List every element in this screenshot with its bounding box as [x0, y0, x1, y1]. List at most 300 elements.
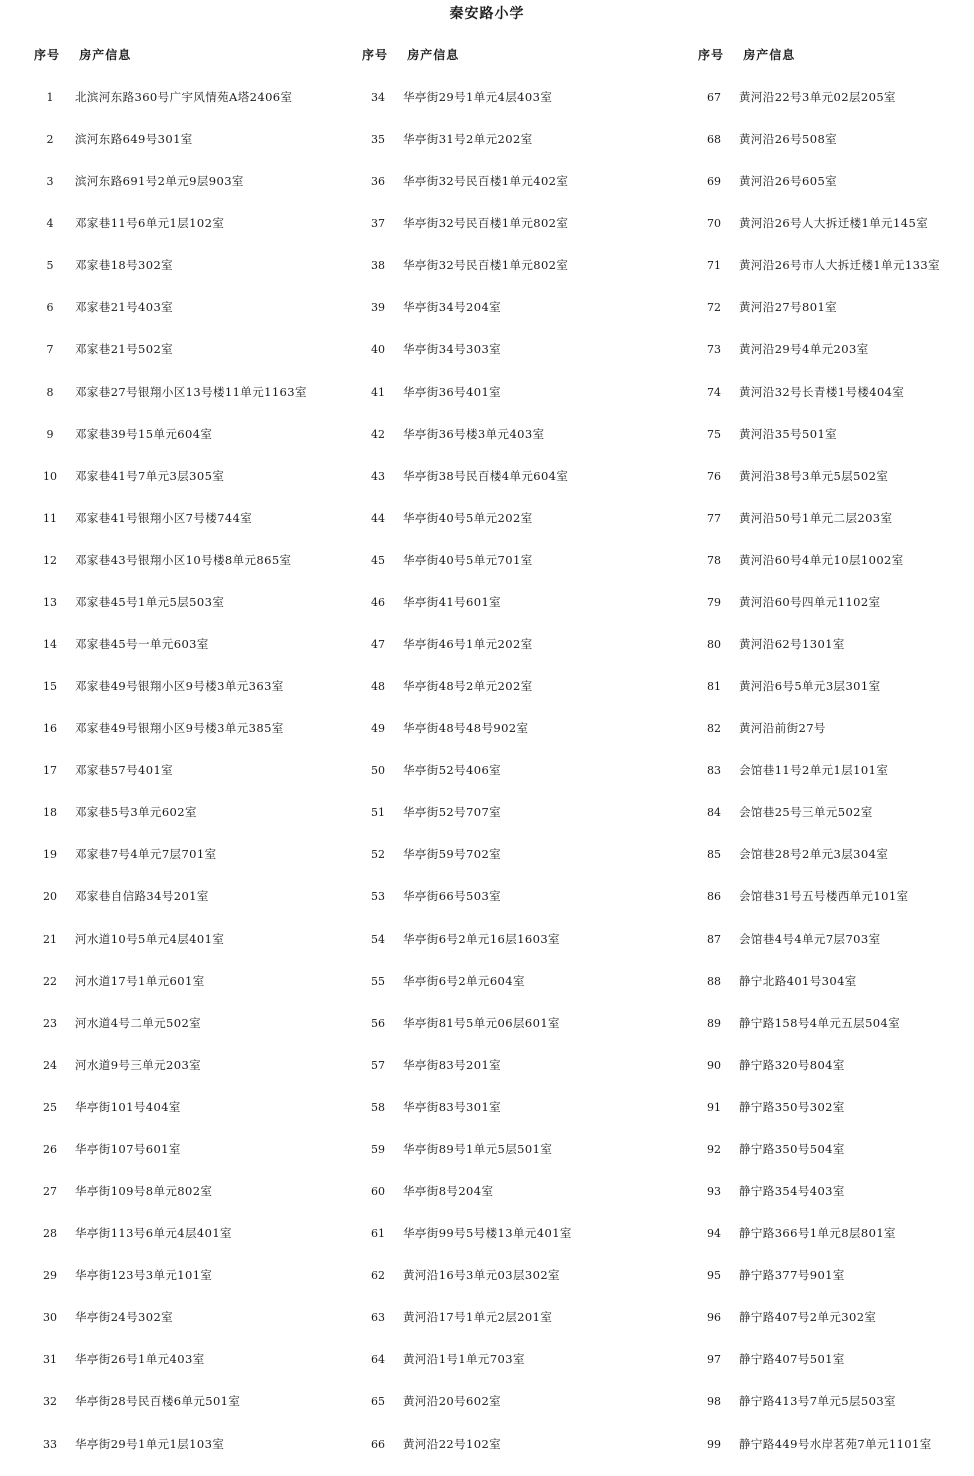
serial-number: 59: [371, 1142, 385, 1156]
list-row: [362, 550, 572, 592]
property-address: 邓家巷39号15单元604室: [75, 426, 213, 441]
property-address: 河水道10号5单元4层401室: [75, 931, 225, 946]
list-row: [698, 929, 940, 971]
list-row: [698, 1139, 940, 1181]
property-address: 华亭街123号3单元101室: [75, 1268, 213, 1283]
list-row: [34, 971, 307, 1013]
property-address: 静宁路407号2单元302室: [739, 1310, 877, 1325]
list-row: [698, 297, 940, 339]
column-header: [34, 45, 131, 65]
list-row: [698, 1349, 940, 1391]
list-row: [362, 87, 572, 129]
list-row: [698, 1097, 940, 1139]
serial-number: 68: [707, 133, 721, 147]
serial-number: 70: [707, 217, 721, 231]
list-row: [362, 760, 572, 802]
serial-number: 30: [43, 1311, 57, 1325]
list-row: [34, 929, 307, 971]
serial-number: 96: [707, 1311, 721, 1325]
serial-number: 22: [43, 974, 57, 988]
property-address: 华亭街36号楼3单元403室: [403, 426, 545, 441]
serial-number: 4: [46, 217, 54, 231]
serial-number: 85: [707, 848, 721, 862]
property-address: 滨河东路649号301室: [75, 132, 193, 147]
list-row: [34, 802, 307, 844]
list-row: [34, 1434, 307, 1476]
serial-number: 31: [43, 1353, 57, 1367]
serial-number: 24: [43, 1058, 57, 1072]
property-address: 华亭街36号401室: [403, 384, 502, 399]
list-row: [362, 676, 572, 718]
list-row: [34, 339, 307, 381]
property-address: 河水道17号1单元601室: [75, 973, 205, 988]
property-address: 华亭街89号1单元5层501室: [403, 1141, 553, 1156]
property-address: 静宁路350号504室: [739, 1141, 845, 1156]
serial-number: 61: [371, 1227, 385, 1241]
property-address: 华亭街24号302室: [75, 1310, 174, 1325]
serial-number: 53: [371, 890, 385, 904]
serial-number: 20: [43, 890, 57, 904]
property-address: 黄河沿1号1单元703室: [403, 1352, 525, 1367]
list-row: [698, 1013, 940, 1055]
property-address: 黄河沿62号1301室: [739, 637, 845, 652]
serial-number: 1: [46, 91, 54, 104]
serial-number: 62: [371, 1269, 385, 1283]
list-row: [362, 1097, 572, 1139]
serial-number: 95: [707, 1269, 721, 1283]
list-row: [34, 87, 307, 129]
list-row: [362, 634, 572, 676]
property-address: 邓家巷21号403室: [75, 300, 174, 315]
serial-number: 87: [707, 932, 721, 946]
serial-number: 35: [371, 133, 385, 147]
property-address: 华亭街40号5单元701室: [403, 552, 533, 567]
serial-number: 66: [371, 1437, 385, 1451]
property-address: 邓家巷43号银翔小区10号楼8单元865室: [75, 552, 292, 567]
serial-number: 5: [46, 259, 54, 273]
list-row: [34, 1349, 307, 1391]
property-address: 黄河沿60号四单元1102室: [739, 594, 881, 609]
list-row: [698, 760, 940, 802]
property-address: 邓家巷45号1单元5层503室: [75, 594, 225, 609]
list-row: [362, 255, 572, 297]
serial-number: 81: [707, 680, 721, 694]
property-address: 华亭街107号601室: [75, 1141, 181, 1156]
property-address: 会馆巷11号2单元1层101室: [739, 763, 889, 778]
property-address: 华亭街6号2单元604室: [403, 973, 525, 988]
serial-number: 37: [371, 217, 385, 231]
property-address: 华亭街52号406室: [403, 763, 502, 778]
property-address: 黄河沿27号801室: [739, 300, 838, 315]
row-list: [34, 87, 307, 1476]
property-address: 邓家巷18号302室: [75, 258, 174, 273]
property-address: 黄河沿前街27号: [739, 721, 826, 736]
list-row: [362, 971, 572, 1013]
list-row: [34, 424, 307, 466]
header-property-info: 房产信息: [743, 48, 796, 62]
serial-number: 72: [707, 301, 721, 315]
list-row: [34, 171, 307, 213]
list-row: [362, 844, 572, 886]
list-row: [698, 1307, 940, 1349]
serial-number: 64: [371, 1353, 385, 1367]
list-row: [698, 718, 940, 760]
serial-number: 67: [707, 91, 721, 104]
property-address: 华亭街41号601室: [403, 594, 502, 609]
list-row: [698, 971, 940, 1013]
serial-number: 48: [371, 680, 385, 694]
serial-number: 99: [707, 1437, 721, 1451]
property-address: 黄河沿16号3单元03层302室: [403, 1268, 560, 1283]
list-row: [362, 508, 572, 550]
serial-number: 88: [707, 974, 721, 988]
serial-number: 51: [371, 806, 385, 820]
property-address: 邓家巷7号4单元7层701室: [75, 847, 217, 862]
property-address: 静宁路413号7单元5层503室: [739, 1394, 896, 1409]
list-row: [34, 129, 307, 171]
list-row: [698, 1055, 940, 1097]
property-address: 华亭街101号404室: [75, 1099, 181, 1114]
serial-number: 97: [707, 1353, 721, 1367]
property-address: 邓家巷49号银翔小区9号楼3单元363室: [75, 679, 284, 694]
serial-number: 36: [371, 175, 385, 189]
serial-number: 11: [43, 511, 57, 525]
property-address: 华亭街59号702室: [403, 847, 502, 862]
list-row: [698, 676, 940, 718]
header-property-info: 房产信息: [79, 48, 132, 62]
property-address: 邓家巷11号6单元1层102室: [75, 216, 225, 231]
column-header: [362, 45, 459, 65]
list-row: [34, 297, 307, 339]
serial-number: 50: [371, 764, 385, 778]
serial-number: 86: [707, 890, 721, 904]
list-row: [362, 382, 572, 424]
serial-number: 43: [371, 469, 385, 483]
property-address: 黄河沿22号3单元02层205室: [739, 90, 896, 104]
serial-number: 56: [371, 1016, 385, 1030]
serial-number: 94: [707, 1227, 721, 1241]
list-row: [698, 424, 940, 466]
property-address: 华亭街26号1单元403室: [75, 1352, 205, 1367]
list-row: [698, 255, 940, 297]
serial-number: 13: [43, 595, 57, 609]
property-address: 静宁北路401号304室: [739, 973, 857, 988]
property-address: 河水道4号二单元502室: [75, 1015, 202, 1030]
list-row: [362, 1265, 572, 1307]
list-row: [698, 1434, 940, 1476]
serial-number: 38: [371, 259, 385, 273]
serial-number: 76: [707, 469, 721, 483]
property-address: 邓家巷自信路34号201室: [75, 889, 209, 904]
serial-number: 79: [707, 595, 721, 609]
list-row: [698, 1265, 940, 1307]
serial-number: 91: [707, 1100, 721, 1114]
property-address: 华亭街113号6单元4层401室: [75, 1226, 232, 1241]
list-row: [34, 676, 307, 718]
serial-number: 8: [46, 385, 54, 399]
row-list: [698, 87, 940, 1476]
list-row: [362, 213, 572, 255]
list-row: [362, 1223, 572, 1265]
serial-number: 23: [43, 1016, 57, 1030]
serial-number: 15: [43, 680, 57, 694]
list-row: [698, 339, 940, 381]
serial-number: 34: [371, 91, 385, 104]
list-row: [362, 171, 572, 213]
property-address: 华亭街32号民百楼1单元802室: [403, 216, 569, 231]
property-address: 会馆巷31号五号楼西单元101室: [739, 889, 909, 904]
property-address: 黄河沿26号市人大拆迁楼1单元133室: [739, 258, 940, 273]
list-row: [698, 171, 940, 213]
list-row: [34, 718, 307, 760]
header-serial-number: 序号: [698, 48, 725, 62]
serial-number: 58: [371, 1100, 385, 1114]
property-address: 华亭街48号2单元202室: [403, 679, 533, 694]
serial-number: 26: [43, 1142, 57, 1156]
property-address: 邓家巷5号3单元602室: [75, 805, 197, 820]
property-address: 华亭街83号201室: [403, 1057, 502, 1072]
serial-number: 49: [371, 722, 385, 736]
serial-number: 27: [43, 1185, 57, 1199]
serial-number: 82: [707, 722, 721, 736]
property-address: 黄河沿17号1单元2层201室: [403, 1310, 553, 1325]
property-address: 华亭街40号5单元202室: [403, 510, 533, 525]
property-address: 华亭街28号民百楼6单元501室: [75, 1394, 241, 1409]
serial-number: 69: [707, 175, 721, 189]
serial-number: 17: [43, 764, 57, 778]
property-address: 邓家巷41号7单元3层305室: [75, 468, 225, 483]
serial-number: 25: [43, 1100, 57, 1114]
serial-number: 44: [371, 511, 385, 525]
list-row: [34, 760, 307, 802]
property-address: 黄河沿22号102室: [403, 1436, 502, 1451]
serial-number: 63: [371, 1311, 385, 1325]
serial-number: 14: [43, 638, 57, 652]
property-address: 邓家巷45号一单元603室: [75, 637, 209, 652]
property-address: 静宁路158号4单元五层504室: [739, 1015, 901, 1030]
serial-number: 42: [371, 427, 385, 441]
list-row: [698, 508, 940, 550]
list-row: [698, 886, 940, 928]
serial-number: 32: [43, 1395, 57, 1409]
property-address: 静宁路320号804室: [739, 1057, 845, 1072]
property-address: 黄河沿60号4单元10层1002室: [739, 552, 904, 567]
list-row: [34, 1139, 307, 1181]
list-row: [34, 886, 307, 928]
list-row: [34, 382, 307, 424]
serial-number: 55: [371, 974, 385, 988]
list-row: [362, 1181, 572, 1223]
list-row: [34, 466, 307, 508]
list-row: [698, 1223, 940, 1265]
list-row: [362, 1055, 572, 1097]
list-row: [34, 1097, 307, 1139]
list-row: [362, 718, 572, 760]
column-header: [698, 45, 795, 65]
serial-number: 7: [46, 343, 54, 357]
serial-number: 92: [707, 1142, 721, 1156]
list-row: [362, 1139, 572, 1181]
list-row: [698, 466, 940, 508]
list-row: [34, 844, 307, 886]
property-address: 会馆巷4号4单元7层703室: [739, 931, 881, 946]
property-address: 华亭街32号民百楼1单元802室: [403, 258, 569, 273]
serial-number: 90: [707, 1058, 721, 1072]
serial-number: 12: [43, 553, 57, 567]
property-address: 黄河沿50号1单元二层203室: [739, 510, 893, 525]
property-address: 黄河沿35号501室: [739, 426, 838, 441]
property-address: 华亭街32号民百楼1单元402室: [403, 174, 569, 189]
serial-number: 89: [707, 1016, 721, 1030]
property-address: 华亭街29号1单元4层403室: [403, 90, 553, 104]
list-row: [34, 550, 307, 592]
list-row: [698, 592, 940, 634]
property-address: 华亭街52号707室: [403, 805, 502, 820]
serial-number: 28: [43, 1227, 57, 1241]
serial-number: 78: [707, 553, 721, 567]
list-row: [698, 1181, 940, 1223]
list-row: [34, 1013, 307, 1055]
property-address: 华亭街81号5单元06层601室: [403, 1015, 560, 1030]
list-row: [34, 1055, 307, 1097]
property-address: 静宁路354号403室: [739, 1184, 845, 1199]
serial-number: 60: [371, 1185, 385, 1199]
property-address: 华亭街83号301室: [403, 1099, 502, 1114]
serial-number: 10: [43, 469, 57, 483]
list-row: [362, 592, 572, 634]
header-serial-number: 序号: [362, 48, 389, 62]
serial-number: 57: [371, 1058, 385, 1072]
property-address: 华亭街29号1单元1层103室: [75, 1436, 225, 1451]
row-list: [362, 87, 572, 1476]
property-address: 华亭街109号8单元802室: [75, 1184, 213, 1199]
property-address: 北滨河东路360号广宇风情苑A塔2406室: [75, 90, 293, 104]
property-address: 黄河沿29号4单元203室: [739, 342, 869, 357]
property-address: 河水道9号三单元203室: [75, 1057, 202, 1072]
list-row: [698, 802, 940, 844]
page-title: 秦安路小学: [449, 6, 525, 22]
list-row: [362, 129, 572, 171]
property-address: 华亭街34号303室: [403, 342, 502, 357]
list-row: [34, 1223, 307, 1265]
list-row: [34, 213, 307, 255]
property-address: 黄河沿26号605室: [739, 174, 838, 189]
property-address: 静宁路449号水岸茗苑7单元1101室: [739, 1436, 932, 1451]
list-row: [362, 466, 572, 508]
list-row: [362, 802, 572, 844]
list-row: [698, 382, 940, 424]
serial-number: 9: [46, 427, 54, 441]
property-address: 黄河沿26号人大拆迁楼1单元145室: [739, 216, 929, 231]
list-row: [34, 1265, 307, 1307]
header-property-info: 房产信息: [407, 48, 460, 62]
property-address: 静宁路377号901室: [739, 1268, 845, 1283]
list-row: [698, 129, 940, 171]
property-address: 静宁路407号501室: [739, 1352, 845, 1367]
serial-number: 74: [707, 385, 721, 399]
property-address: 静宁路366号1单元8层801室: [739, 1226, 896, 1241]
serial-number: 41: [371, 385, 385, 399]
list-row: [698, 550, 940, 592]
serial-number: 33: [43, 1437, 57, 1451]
list-row: [362, 1307, 572, 1349]
list-row: [362, 339, 572, 381]
list-row: [34, 1391, 307, 1433]
property-address: 华亭街99号5号楼13单元401室: [403, 1226, 572, 1241]
list-row: [34, 592, 307, 634]
list-row: [698, 844, 940, 886]
property-address: 邓家巷21号502室: [75, 342, 174, 357]
list-row: [362, 1349, 572, 1391]
list-row: [698, 1391, 940, 1433]
serial-number: 19: [43, 848, 57, 862]
serial-number: 84: [707, 806, 721, 820]
list-row: [362, 1434, 572, 1476]
serial-number: 40: [371, 343, 385, 357]
property-address: 华亭街8号204室: [403, 1184, 494, 1199]
list-row: [698, 87, 940, 129]
property-address: 黄河沿20号602室: [403, 1394, 502, 1409]
serial-number: 18: [43, 806, 57, 820]
property-address: 华亭街34号204室: [403, 300, 502, 315]
serial-number: 47: [371, 638, 385, 652]
property-address: 华亭街66号503室: [403, 889, 502, 904]
property-address: 黄河沿6号5单元3层301室: [739, 679, 881, 694]
header-serial-number: 序号: [34, 48, 61, 62]
list-row: [34, 1181, 307, 1223]
list-row: [362, 1013, 572, 1055]
list-row: [362, 1391, 572, 1433]
serial-number: 45: [371, 553, 385, 567]
list-row: [34, 1307, 307, 1349]
list-row: [362, 297, 572, 339]
property-address: 会馆巷28号2单元3层304室: [739, 847, 889, 862]
serial-number: 2: [46, 133, 54, 147]
serial-number: 98: [707, 1395, 721, 1409]
serial-number: 71: [707, 259, 721, 273]
property-address: 邓家巷27号银翔小区13号楼11单元1163室: [75, 384, 307, 399]
serial-number: 80: [707, 638, 721, 652]
serial-number: 52: [371, 848, 385, 862]
serial-number: 39: [371, 301, 385, 315]
list-row: [34, 255, 307, 297]
property-address: 邓家巷49号银翔小区9号楼3单元385室: [75, 721, 284, 736]
serial-number: 29: [43, 1269, 57, 1283]
property-address: 华亭街38号民百楼4单元604室: [403, 468, 569, 483]
list-row: [362, 424, 572, 466]
list-row: [34, 508, 307, 550]
property-address: 会馆巷25号三单元502室: [739, 805, 873, 820]
serial-number: 46: [371, 595, 385, 609]
property-address: 华亭街48号48号902室: [403, 721, 529, 736]
serial-number: 93: [707, 1185, 721, 1199]
list-row: [34, 634, 307, 676]
serial-number: 65: [371, 1395, 385, 1409]
serial-number: 3: [46, 175, 54, 189]
property-address: 黄河沿26号508室: [739, 132, 838, 147]
property-address: 华亭街46号1单元202室: [403, 637, 533, 652]
serial-number: 16: [43, 722, 57, 736]
serial-number: 83: [707, 764, 721, 778]
property-address: 黄河沿38号3单元5层502室: [739, 468, 889, 483]
property-address: 华亭街31号2单元202室: [403, 132, 533, 147]
serial-number: 73: [707, 343, 721, 357]
serial-number: 6: [46, 301, 54, 315]
property-address: 邓家巷57号401室: [75, 763, 174, 778]
list-row: [362, 929, 572, 971]
property-address: 邓家巷41号银翔小区7号楼744室: [75, 510, 253, 525]
list-row: [698, 634, 940, 676]
